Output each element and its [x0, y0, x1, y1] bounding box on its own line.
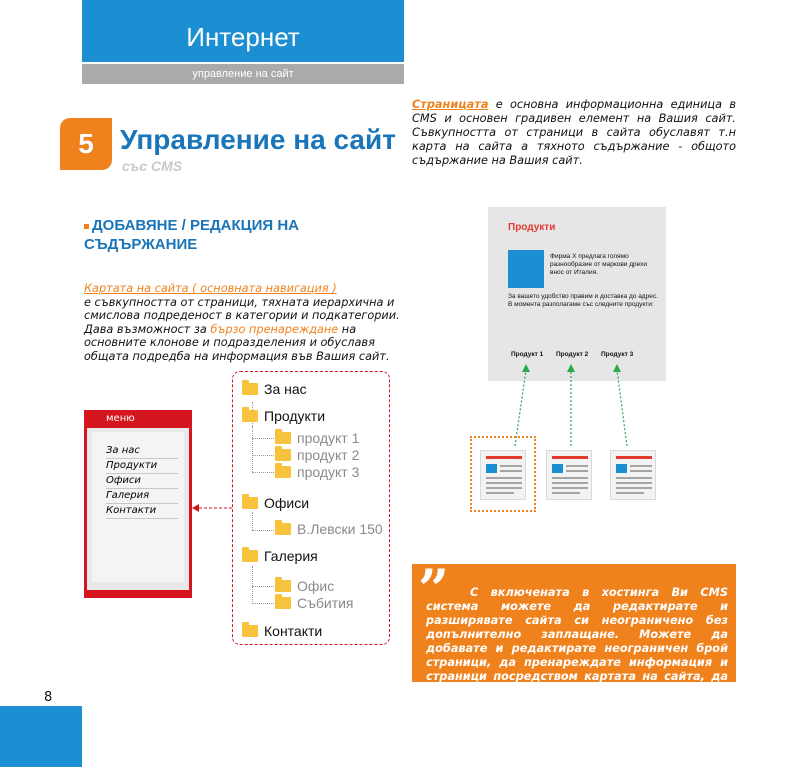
add-edit-heading-line2: СЪДЪРЖАНИЕ: [84, 236, 198, 253]
tree-item-gallery[interactable]: Галерия: [242, 548, 318, 564]
product-link-3[interactable]: Продукт 3: [601, 351, 634, 358]
header-title: Интернет: [186, 22, 300, 52]
tree-item-contacts[interactable]: Контакти: [242, 623, 322, 639]
folder-icon: [242, 383, 258, 395]
menu-item-contacts[interactable]: Контакти: [106, 504, 178, 519]
section-title: Управление на сайт: [120, 124, 396, 155]
tree-item-office1[interactable]: В.Левски 150: [275, 521, 383, 537]
product-image: [508, 250, 544, 288]
folder-icon: [275, 523, 291, 535]
folder-icon: [275, 466, 291, 478]
section-subtitle: със CMS: [122, 158, 183, 174]
intro-paragraph: [412, 98, 736, 168]
page-number: 8: [44, 690, 53, 705]
site-map-text2: на основните клонове и подразделения и обуславя общата подредба на информация във Вашия сайт.: [84, 322, 390, 363]
menu-header: меню: [84, 410, 192, 428]
tree-item-gallery-office[interactable]: Офис: [275, 578, 334, 594]
menu-item-gallery[interactable]: Галерия: [106, 489, 178, 504]
add-edit-heading: [84, 216, 384, 254]
page-card-2[interactable]: [546, 450, 592, 500]
tree-item-product2[interactable]: продукт 2: [275, 447, 359, 463]
corner-block: [0, 706, 82, 767]
folder-icon: [275, 580, 291, 592]
section-number: 5: [60, 118, 112, 170]
tree-item-product1[interactable]: продукт 1: [275, 430, 359, 446]
site-map-highlight: бързо пренареждане: [210, 322, 339, 336]
product-page-title: Продукти: [508, 222, 556, 233]
site-map-text1: е съвкупността от страници, тяхната иерархична и смислова подреденост в категории и подкатегории. Дава възможност за: [84, 295, 400, 336]
tree-item-products[interactable]: Продукти: [242, 408, 325, 424]
folder-icon: [242, 625, 258, 637]
quote-mark-icon: ”: [418, 557, 450, 621]
menu-item-products[interactable]: Продукти: [106, 459, 178, 474]
site-map-paragraph: [84, 282, 404, 364]
tree-item-about[interactable]: За нас: [242, 381, 307, 397]
header-subtitle: управление на сайт: [192, 68, 294, 80]
intro-text: е основна информационна единица в CMS и основен градивен елемент на Вашия сайт. Съвкупността от страници в сайта обуславят т.н карта на сайта а тяхното съдържание - общото съдържание на Вашия сайт.: [412, 98, 736, 167]
folder-icon: [275, 597, 291, 609]
tree-item-gallery-events[interactable]: Събития: [275, 595, 354, 611]
product-link-1[interactable]: Продукт 1: [511, 351, 544, 358]
menu-item-offices[interactable]: Офиси: [106, 474, 178, 489]
bullet-square: [84, 224, 89, 229]
intro-link[interactable]: Страницата: [412, 98, 489, 111]
folder-icon: [275, 432, 291, 444]
product-link-2[interactable]: Продукт 2: [556, 351, 589, 358]
tree-item-offices[interactable]: Офиси: [242, 495, 309, 511]
page-card-3[interactable]: [610, 450, 656, 500]
product-page-text2: За вашето удобство правим и доставка до адрес. В момента разполагаме със следните продукти:: [508, 293, 658, 308]
folder-icon: [275, 449, 291, 461]
arrow-to-menu: [190, 498, 234, 518]
page-card-1[interactable]: [480, 450, 526, 500]
tree-item-product3[interactable]: продукт 3: [275, 464, 359, 480]
folder-icon: [242, 550, 258, 562]
folder-icon: [242, 497, 258, 509]
add-edit-heading-line1: ДОБАВЯНЕ / РЕДАКЦИЯ НА: [92, 217, 300, 234]
green-arrows: [505, 362, 645, 447]
folder-icon: [242, 410, 258, 422]
quote-text: С включената в хостинга Ви CMS система можете да редактирате и разширявате сайта си неограничено без допълнително заплащане. Можете да добавате и редактирате неограничен брой страници, да пренареждате информация и страници посредством картата на сайта, да давате или ограничавате достъп до тях и т.н.: [426, 586, 728, 711]
site-map-title[interactable]: Картата на сайта ( основната навигация ): [84, 282, 337, 295]
menu-item-about[interactable]: За нас: [106, 444, 178, 459]
product-page-text1: Фирма Х предлага голямо разнообразие от маркови дрехи внос от Италия.: [550, 253, 648, 276]
